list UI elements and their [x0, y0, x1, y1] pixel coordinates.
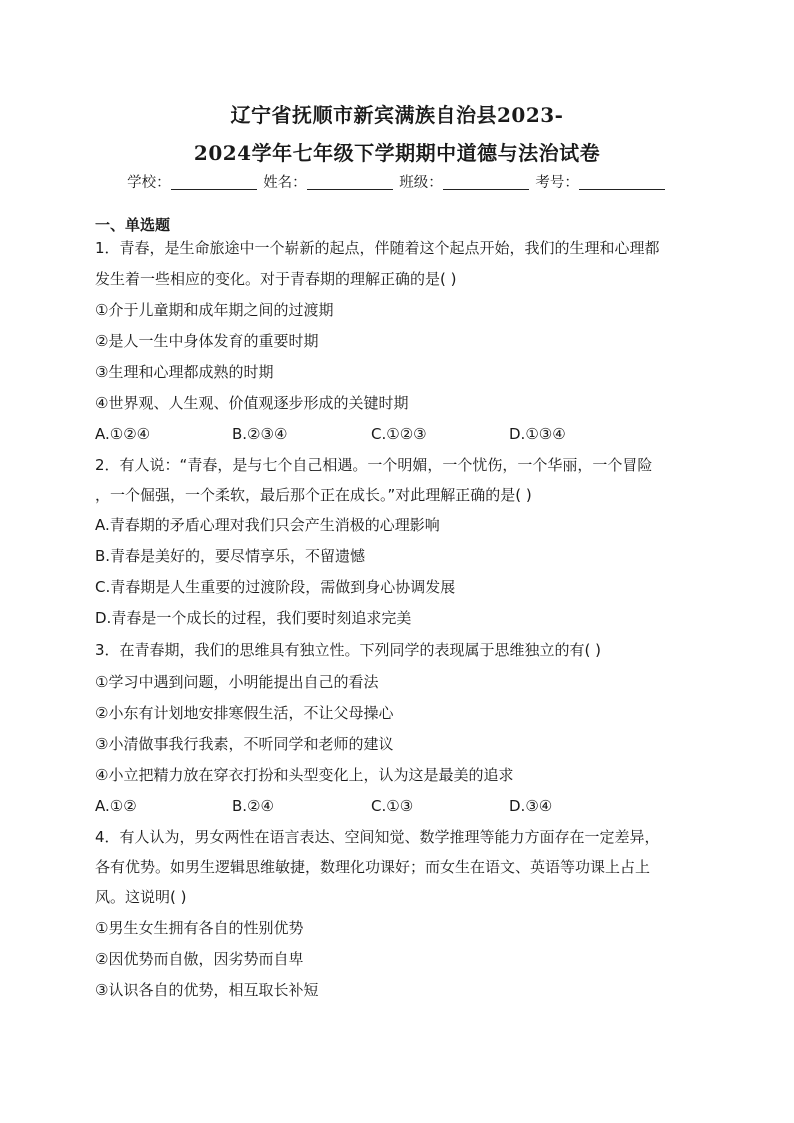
q3-option-d[interactable]: D.③④: [509, 797, 553, 815]
q1-option-b[interactable]: B.②③④: [232, 425, 288, 443]
exam-title-line1: 辽宁省抚顺市新宾满族自治县2023-: [230, 103, 564, 127]
q4-stem-line1: 4．有人认为，男女两性在语言表达、空间知觉、数学推理等能力方面存在一定差异，: [95, 828, 660, 846]
school-blank[interactable]: [171, 174, 257, 190]
q1-item: ④世界观、人生观、价值观逐步形成的关键时期: [95, 394, 409, 412]
student-info-row: [0, 171, 794, 192]
q4-stem-line2: 各有优势。如男生逻辑思维敏捷，数理化功课好；而女生在语文、英语等功课上占上: [95, 858, 651, 876]
class-label: 班级：: [399, 175, 443, 191]
school-label: 学校：: [127, 175, 171, 191]
q4-item: ③认识各自的优势，相互取长补短: [95, 981, 319, 999]
q2-stem-line2: ，一个倔强，一个柔软，最后那个正在成长。”对此理解正确的是( ): [95, 486, 532, 504]
q1-item: ②是人一生中身体发育的重要时期: [95, 332, 319, 350]
q1-option-d[interactable]: D.①③④: [509, 425, 566, 443]
q1-item: ①介于儿童期和成年期之间的过渡期: [95, 301, 334, 319]
q1-stem-line1: 1．青春，是生命旅途中一个崭新的起点，伴随着这个起点开始，我们的生理和心理都: [95, 239, 660, 257]
q2-option-a[interactable]: A.青春期的矛盾心理对我们只会产生消极的心理影响: [95, 516, 440, 534]
q1-option-c[interactable]: C.①②③: [371, 425, 427, 443]
q4-item: ②因优势而自傲，因劣势而自卑: [95, 950, 304, 968]
q1-stem-line2: 发生着一些相应的变化。对于青春期的理解正确的是( ): [95, 270, 457, 288]
q3-option-c[interactable]: C.①③: [371, 797, 414, 815]
q3-stem-line1: 3．在青春期，我们的思维具有独立性。下列同学的表现属于思维独立的有( ): [95, 641, 602, 659]
q3-item: ④小立把精力放在穿衣打扮和头型变化上，认为这是最美的追求: [95, 766, 514, 784]
q3-option-a[interactable]: A.①②: [95, 797, 137, 815]
name-blank[interactable]: [307, 174, 393, 190]
q3-item: ①学习中遇到问题，小明能提出自己的看法: [95, 673, 379, 691]
q4-item: ①男生女生拥有各自的性别优势: [95, 919, 304, 937]
q3-option-b[interactable]: B.②④: [232, 797, 274, 815]
q2-stem-line1: 2．有人说：“青春，是与七个自己相遇。一个明媚，一个忧伤，一个华丽，一个冒险: [95, 456, 653, 474]
exam-title-line2: 2024学年七年级下学期期中道德与法治试卷: [193, 141, 601, 165]
q2-option-d[interactable]: D.青春是一个成长的过程，我们要时刻追求完美: [95, 609, 412, 627]
number-label: 考号：: [535, 175, 579, 191]
q2-option-c[interactable]: C.青春期是人生重要的过渡阶段，需做到身心协调发展: [95, 578, 456, 596]
q1-option-a[interactable]: A.①②④: [95, 425, 151, 443]
q2-option-b[interactable]: B.青春是美好的，要尽情享乐，不留遗憾: [95, 547, 366, 565]
q3-item: ②小东有计划地安排寒假生活，不让父母操心: [95, 704, 394, 722]
name-label: 姓名：: [263, 175, 307, 191]
q3-item: ③小清做事我行我素，不听同学和老师的建议: [95, 735, 394, 753]
number-blank[interactable]: [579, 174, 665, 190]
q1-item: ③生理和心理都成熟的时期: [95, 363, 274, 381]
section-heading: 一、单选题: [95, 216, 171, 234]
q4-stem-line3: 风。这说明( ): [95, 888, 187, 906]
class-blank[interactable]: [443, 174, 529, 190]
